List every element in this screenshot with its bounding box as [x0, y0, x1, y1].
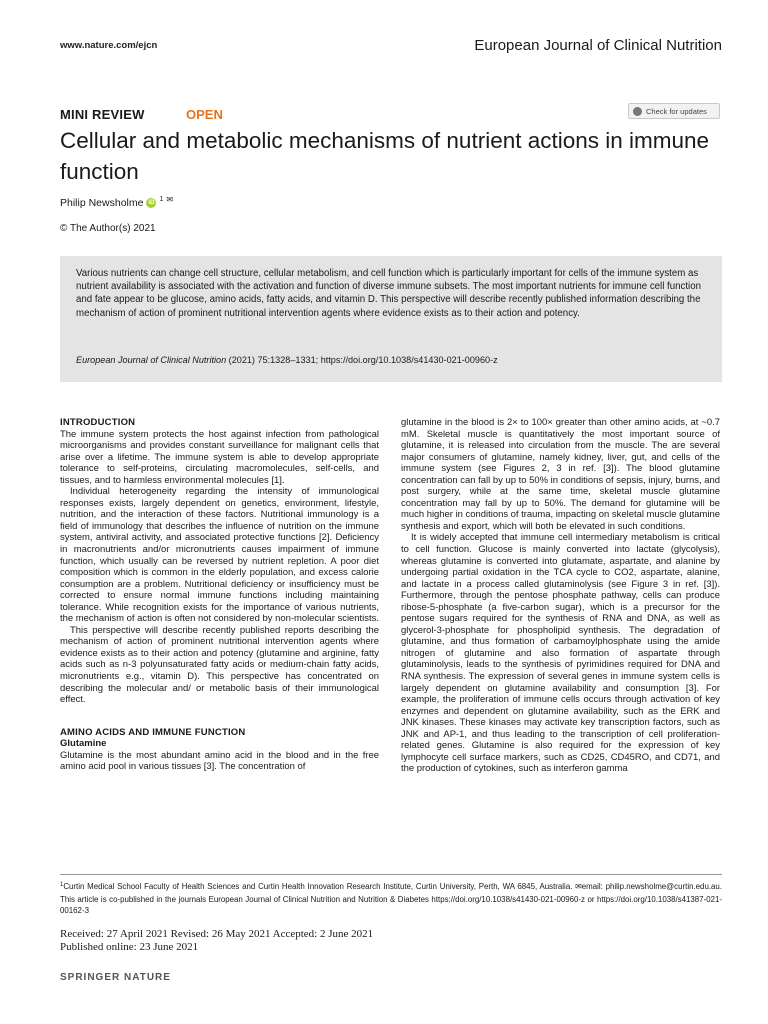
footnote-divider	[60, 874, 722, 875]
published-date: Published online: 23 June 2021	[60, 941, 199, 953]
article-title: Cellular and metabolic mechanisms of nutrient actions in immune function	[60, 128, 710, 184]
paragraph: The immune system protects the host against infection from pathological microorganisms and provides constant surveillance for malignant cells that arise over a lifetime. The immune system is able to develop appropriate tolerance to self-proteins, circulating macromolecules, self-cells, and tissues, and to harmless environmental molecules [1].	[60, 428, 379, 486]
abstract-box	[60, 256, 722, 382]
citation-line	[76, 355, 706, 365]
footnote-sup: 1	[60, 882, 64, 888]
author-line	[60, 194, 174, 209]
open-access-label: OPEN	[186, 107, 223, 122]
article-type-label: MINI REVIEW	[60, 107, 145, 122]
paragraph: Glutamine is the most abundant amino acid in the blood and in the free amino acid pool in various tissues [3]. The concentration of	[60, 749, 379, 773]
affiliation-footnote	[60, 881, 722, 917]
check-updates-icon	[633, 107, 642, 116]
paragraph: This perspective will describe recently published reports describing the mechanism of action of prominent nutritional intervention agents where evidence exists as to their action and potency (glutamine and arginine, fatty acids such as n-3 polyunsaturated fatty acids or medium-chain fatty acids, micronutrients e.g., vitamin D). This perspective has concentrated on describing the molecular and/ or metabolic basis of their immunological effect.	[60, 624, 379, 706]
email-icon[interactable]: ✉	[166, 194, 174, 204]
received-dates: Received: 27 April 2021 Revised: 26 May 2021 Accepted: 2 June 2021	[60, 928, 374, 940]
publication-dates	[60, 928, 373, 954]
check-for-updates-button[interactable]	[628, 103, 720, 119]
footnote-text: Curtin Medical School Faculty of Health Sciences and Curtin Health Innovation Research Institute, Curtin University, Perth, WA 6845, Australia. ✉email: philip.newsholme@curtin.edu.au. This article is co-published in the journals European Journal of Clinical Nutrition and Nutrition & Diabetes https://doi.org/10.1038/s41430-021-00960-z or https://doi.org/10.1038/s41387-021-00162-3	[60, 882, 722, 916]
abstract-text: Various nutrients can change cell structure, cellular metabolism, and cell function which is particularly important for cells of the immune system as nutrient availability is associated with the activation and function of diverse immune subsets. The most important nutrients for immune cell function and fate appear to be glucose, amino acids, fatty acids, and vitamin D. This perspective will describe recently published information describing the mechanism of action of prominent nutritional intervention agents where evidence exists as to their action and potency.	[76, 268, 701, 319]
site-url-link[interactable]: www.nature.com/ejcn	[60, 40, 158, 51]
paragraph: Individual heterogeneity regarding the intensity of immunological responses exists, largely dependent on genetics, environment, lifestyle, nutrition, and the interaction of these factors. Nutritional immunology is a field of immunology that describes the influence of nutrition on the immune system, antiviral activity, and associated protective functions [2]. Deficiency in macronutrients and/or micronutrients causes impairment of immune function, which usually can be reversed by nutrient repletion. A poor diet composition which is common in the elderly population, and excess calorie consumption are a problem. Nutritional deficiency or insufficiency must be corrected to ensure normal immune functions including maintaining tolerance. While recognition exists for the importance of various nutrients, the mechanism of action is often not considered by non-molecular scientists.	[60, 486, 379, 625]
author-name[interactable]: Philip Newsholme	[60, 197, 144, 209]
paragraph: glutamine in the blood is 2× to 100× greater than other amino acids, at ~0.7 mM. Skeletal muscle is quantitatively the most important source of glutamine, it is released into circulation from the muscle. The are several major consumers of glutamine, namely kidney, liver, gut, and cells of the immune system (see Figures 2, 3 in ref. [3]). The blood glutamine concentration can fall by up to 50% in conditions of sepsis, injury, burns, and post surgery, while at the same time, skeletal muscle glutamine concentration may fall by up to 50%. The demand for glutamine will be much higher in conditions of trauma, impacting on skeletal muscle glutamine synthesis and export, which will both be elevated in such conditions.	[401, 417, 720, 532]
subsection-heading-glutamine: Glutamine	[60, 738, 107, 750]
publisher-logo: SPRINGER NATURE	[60, 972, 171, 983]
copyright-notice: © The Author(s) 2021	[60, 223, 156, 234]
right-column	[401, 417, 720, 775]
check-updates-label: Check for updates	[646, 106, 707, 116]
paragraph: It is widely accepted that immune cell intermediary metabolism is critical to cell function. Glucose is mainly converted into lactate (glycolysis), whereas glutamine is converted into glutamate, aspartate, and alanine by undergoing partial oxidation in the TCA cycle to CO2, aspartate, alanine, and lactate in a process called glutaminolysis (see Figure 3 in ref. [3]). Furthermore, through the pentose phosphate pathway, cells can produce ribose-5-phosphate (a five-carbon sugar), which is a precursor for the pentose sugars required for the synthesis of RNA and DNA, as well as glycerol-3-phosphate for phospholipid synthesis. The degradation of glutamine, and thus formation of carbamoylphosphate using the amide nitrogen of glutamine and also formation of aspartate through glutaminolysis, leads to the synthesis of pyrimidines required for DNA and RNA synthesis. The expression of several genes in immune system cells is largely dependent on glutamine availability and consumption [3]. For example, the proliferation of immune cells occurs through activation of key enzymes and dependent on glutamine availability, such as the ERK and JNK kinases. These kinases may activate key transcription factors, such as JNK and AP-1, and thus leading to the transcription of cell proliferation-related genes. Glutamine is also required for the expression of key lymphocyte cell surface markers, such as CD25, CD45RO, and CD71, and the production of cytokines, such as interferon gamma	[401, 532, 720, 775]
citation-details[interactable]: (2021) 75:1328–1331; https://doi.org/10.1038/s41430-021-00960-z	[228, 355, 498, 365]
section-heading-introduction: INTRODUCTION	[60, 417, 136, 428]
orcid-icon[interactable]: iD	[148, 200, 155, 206]
section-heading-amino-acids: AMINO ACIDS AND IMMUNE FUNCTION	[60, 726, 246, 738]
citation-journal: European Journal of Clinical Nutrition	[76, 355, 227, 365]
left-column	[60, 417, 379, 773]
journal-name: European Journal of Clinical Nutrition	[474, 37, 722, 54]
author-affiliation-sup: 1	[159, 195, 164, 203]
